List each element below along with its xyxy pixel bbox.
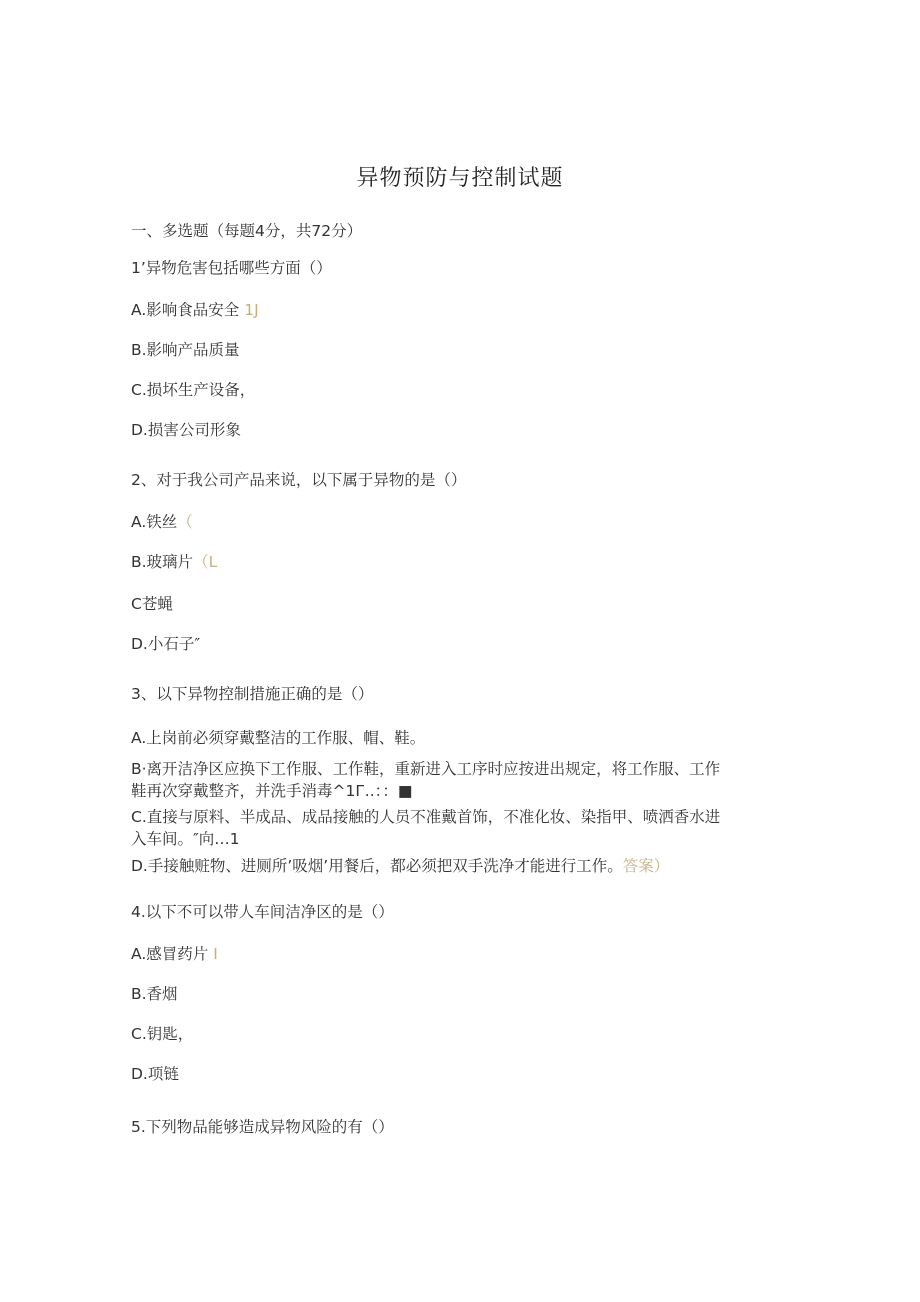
q4-option-a-mark: I [213,945,218,963]
q3-option-b-line-1: B·离开洁净区应换下工作服、工作鞋，重新进入工序时应按进出规定，将工作服、工作 [131,760,721,778]
q2-option-b [131,551,217,573]
q2-option-a-text: A.铁丝 [131,513,178,531]
question-4: 4.以下不可以带人车间洁净区的是（） [131,903,394,921]
question-2: 2、对于我公司产品来说，以下属于异物的是（） [131,471,467,489]
page-title: 异物预防与控制试题 [356,166,564,191]
q2-option-d: D.小石子″ [131,635,201,653]
q4-option-a [131,943,218,965]
q1-option-a-text: A.影响食品安全 [131,301,240,319]
q2-option-c: C苍蝇 [131,595,173,613]
q3-option-b-line-2: 鞋再次穿戴整齐，并洗手消毒^1Г..：：■ [131,782,413,800]
q1-option-a [131,299,259,321]
q2-option-b-text: B.玻璃片 [131,553,194,571]
q4-option-d: D.项链 [131,1065,179,1083]
q1-option-a-mark: 1J [244,301,259,319]
question-3: 3、以下异物控制措施正确的是（） [131,685,374,703]
q3-option-d-mark: 答案） [622,857,670,875]
q2-option-b-mark: （L [193,553,218,571]
q3-option-d-text: D.手接触赃物、进厕所’吸烟’用餐后，都必须把双手洗净才能进行工作。 [131,857,623,875]
q2-option-a [131,511,193,533]
section-header: 一、多选题（每题4分，共72分） [131,222,363,240]
q3-option-c-line-2: 入车间。″向…1 [131,830,240,848]
question-1: 1’异物危害包括哪些方面（） [131,259,332,277]
q2-option-a-mark: （ [177,513,193,531]
q1-option-b: B.影响产品质量 [131,341,240,359]
q3-option-a: A.上岗前必须穿戴整洁的工作服、帽、鞋。 [131,729,426,747]
q4-option-c: C.钥匙， [131,1025,194,1043]
q1-option-c: C.损坏生产设备， [131,381,256,399]
q3-option-c-line-1: C.直接与原料、半成品、成品接触的人员不准戴首饰，不准化妆、染指甲、喷洒香水进 [131,808,721,826]
question-5: 5.下列物品能够造成异物风险的有（） [131,1118,394,1136]
q1-option-d: D.损害公司形象 [131,421,241,439]
q4-option-a-text: A.感冒药片 [131,945,209,963]
q4-option-b: B.香烟 [131,985,178,1003]
q3-option-d [131,855,669,877]
